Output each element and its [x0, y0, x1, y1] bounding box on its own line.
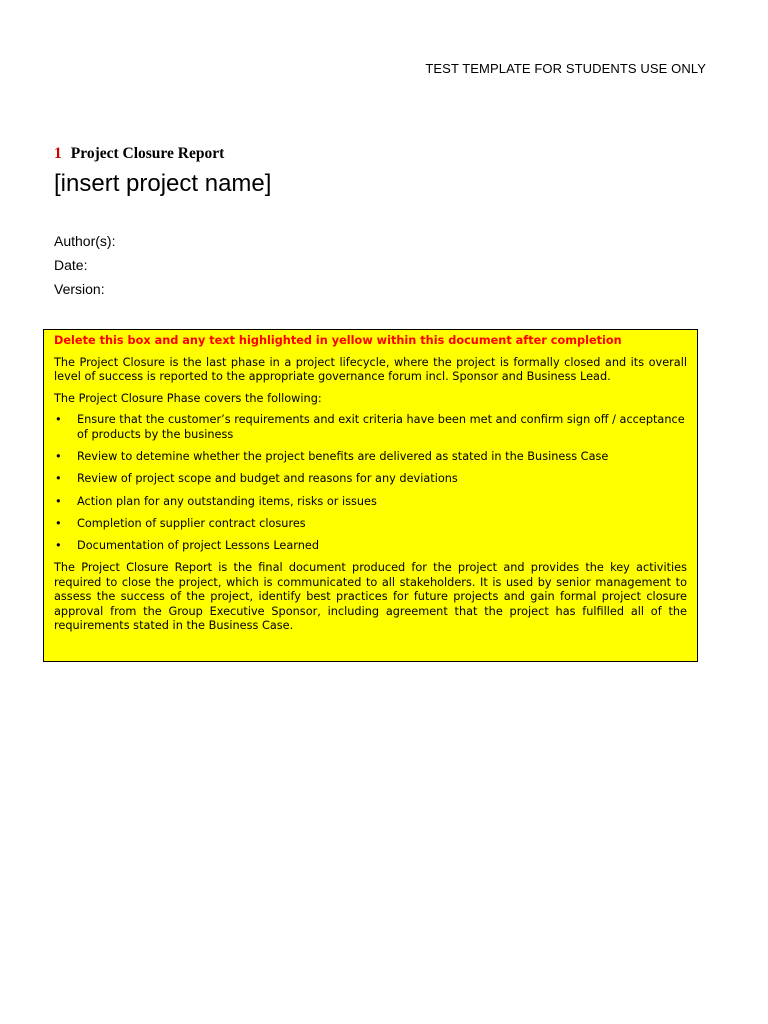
bullet-icon: •	[55, 516, 62, 530]
bullet-icon: •	[55, 413, 62, 427]
closure-activities-list	[54, 413, 687, 553]
covers-paragraph: The Project Closure Phase covers the following:	[54, 391, 322, 405]
instruction-heading: Delete this box and any text highlighted in yellow within this document after completion	[54, 334, 622, 347]
intro-paragraph: The Project Closure is the last phase in a project lifecycle, where the project is formally closed and its overall level of success is reported to the appropriate governance forum incl. Sponsor and Business Lead.	[54, 355, 687, 384]
list-item-text: Completion of supplier contract closures	[77, 516, 306, 530]
author-label: Author(s):	[54, 233, 116, 249]
list-item	[54, 472, 687, 487]
list-item-text: Review of project scope and budget and reasons for any deviations	[77, 472, 458, 486]
bullet-icon: •	[55, 472, 62, 486]
list-item	[54, 450, 687, 465]
section-number: 1	[54, 145, 62, 162]
bullet-icon: •	[55, 494, 62, 508]
header-note: TEST TEMPLATE FOR STUDENTS USE ONLY	[425, 61, 706, 76]
list-item	[54, 413, 687, 442]
project-name-placeholder: [insert project name]	[54, 170, 272, 197]
list-item	[54, 495, 687, 510]
section-title: Project Closure Report	[70, 145, 225, 162]
version-label: Version:	[54, 281, 105, 297]
list-item-text: Ensure that the customer’s requirements and exit criteria have been met and confirm sign off / acceptance of products by the business	[77, 413, 685, 441]
section-heading	[54, 145, 224, 163]
list-item-text: Review to detemine whether the project benefits are delivered as stated in the Business Case	[77, 450, 609, 464]
list-item-text: Action plan for any outstanding items, risks or issues	[77, 494, 377, 508]
bullet-icon: •	[55, 538, 62, 552]
document-meta	[54, 229, 115, 301]
closing-paragraph: The Project Closure Report is the final document produced for the project and provides the key activities required to close the project, which is communicated to all stakeholders. It is used by senior management to assess the success of the project, identify best practices for future projects and gain formal project closure approval from the Group Executive Sponsor, including agreement that the project has fulfilled all of the requirements stated in the Business Case.	[54, 561, 687, 633]
list-item	[54, 539, 687, 554]
bullet-icon: •	[55, 450, 62, 464]
date-label: Date:	[54, 257, 88, 273]
list-item	[54, 517, 687, 532]
instruction-box	[43, 329, 698, 662]
list-item-text: Documentation of project Lessons Learned	[77, 538, 320, 552]
